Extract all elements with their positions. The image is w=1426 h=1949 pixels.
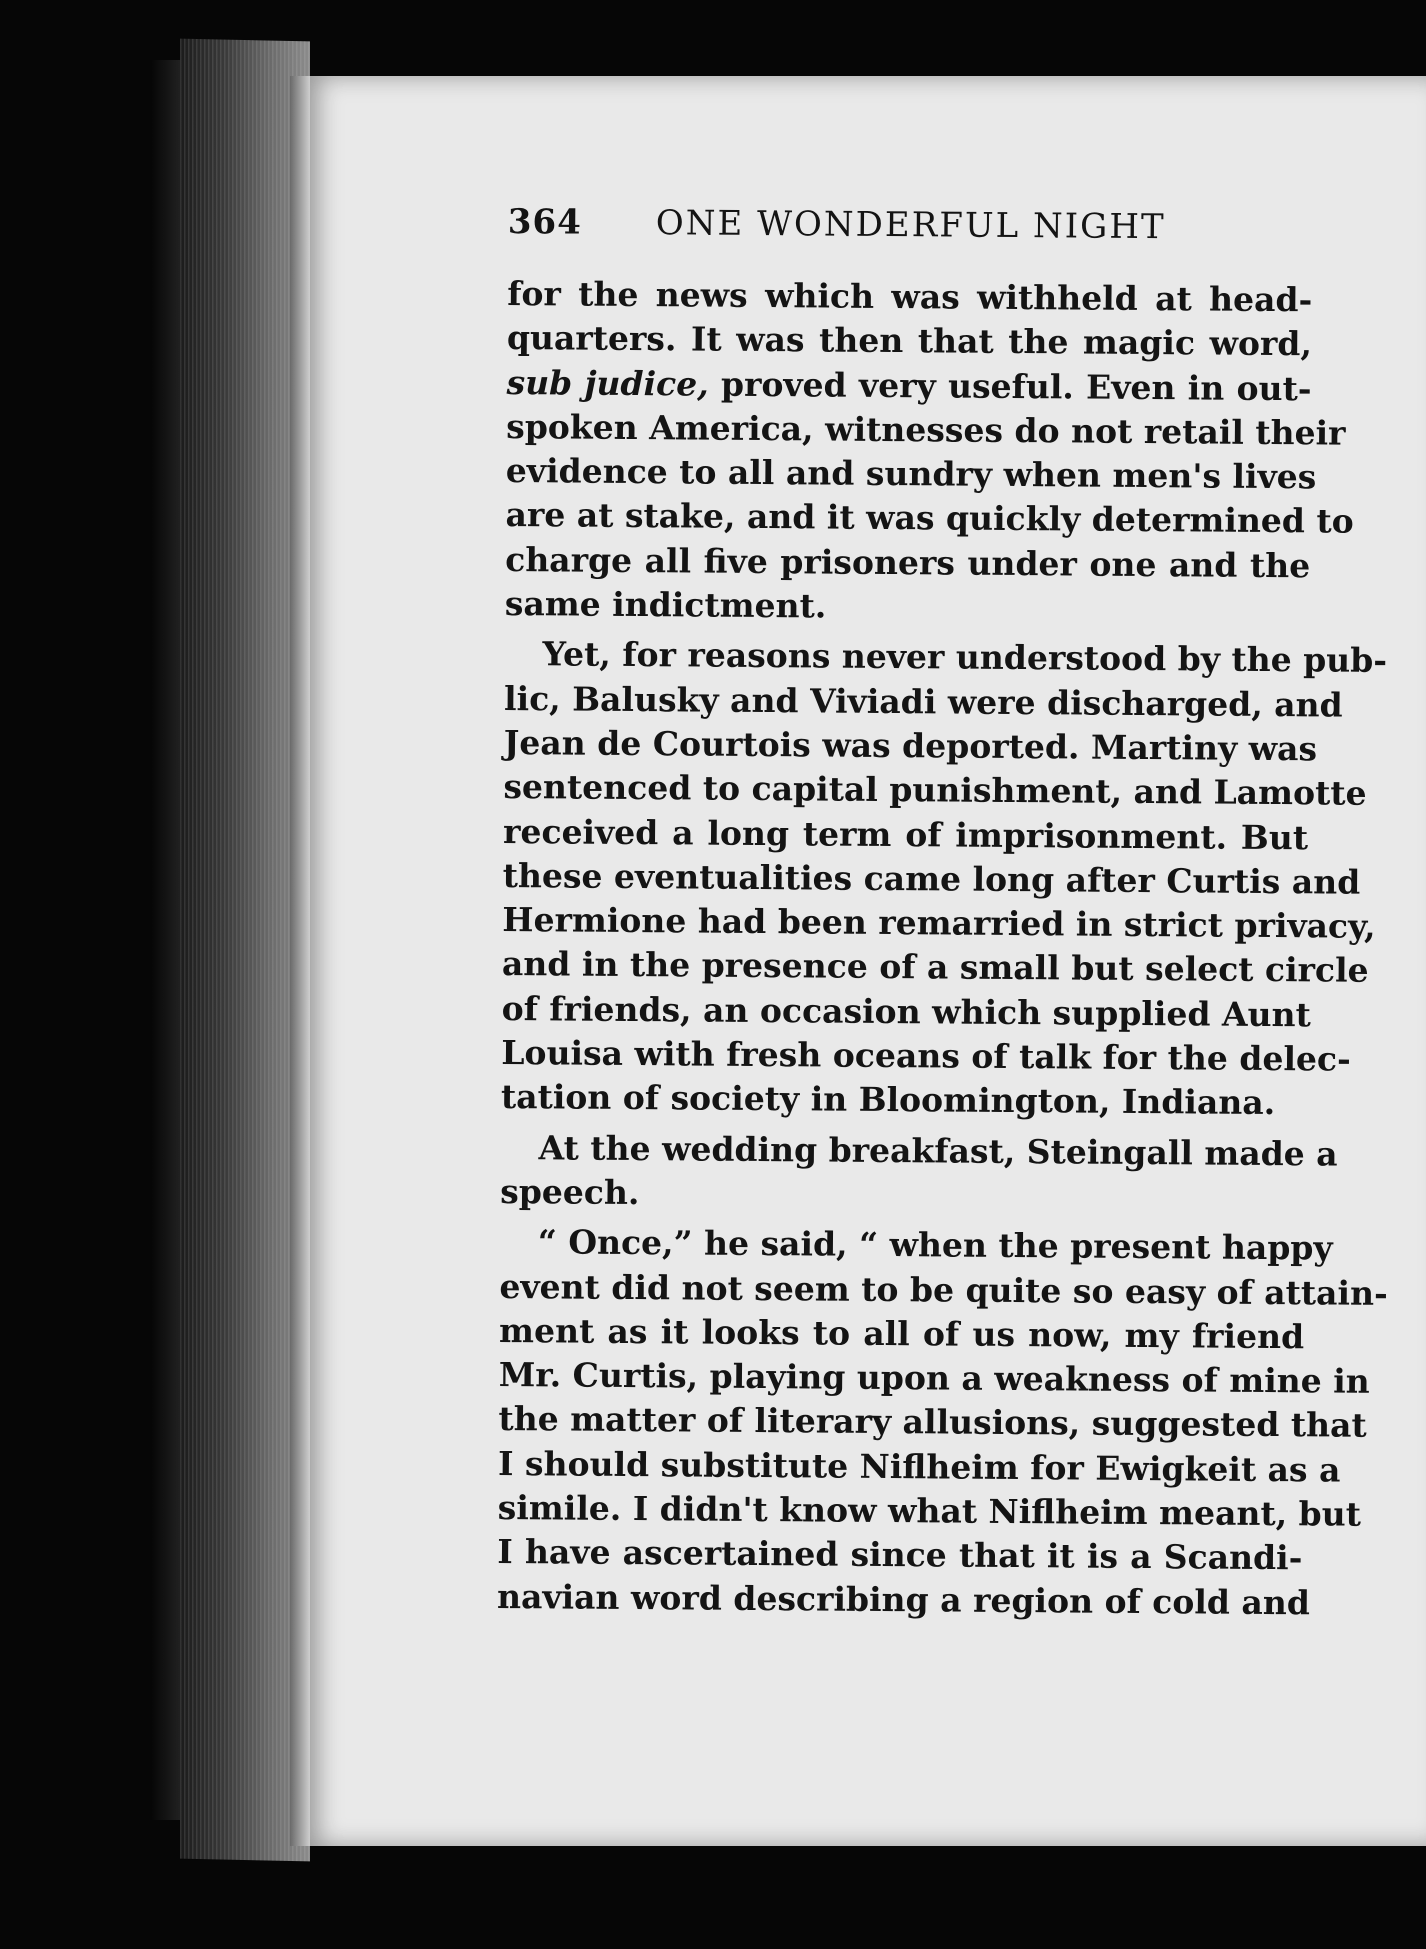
- text-line: Louisa with fresh oceans of talk for the delec-: [501, 1033, 1351, 1079]
- italic-phrase: sub judice,: [506, 362, 709, 404]
- text-line: spoken America, witnesses do not retail their: [506, 406, 1346, 453]
- text-line: I have ascertained since that it is a Scandi-: [497, 1532, 1303, 1578]
- text-line: speech.: [500, 1171, 640, 1212]
- text-line: quarters. It was then that the magic word,: [506, 318, 1313, 364]
- text-line: “ Once,” he said, “ when the present happy: [537, 1222, 1333, 1268]
- text-line: sentenced to capital punishment, and Lamotte: [503, 767, 1367, 814]
- text-line: same indictment.: [504, 584, 827, 626]
- text-line: event did not seem to be quite so easy of attain-: [499, 1266, 1388, 1313]
- text-line: evidence to all and sundry when men's lives: [505, 451, 1317, 497]
- text-line: Mr. Curtis, playing upon a weakness of mine in: [498, 1355, 1370, 1401]
- text-line: At the wedding breakfast, Steingall made a: [538, 1127, 1338, 1174]
- text-line: of friends, an occasion which supplied Aunt: [501, 988, 1311, 1035]
- page-number: 364: [507, 202, 582, 243]
- text-line: lic, Balusky and Viviadi were discharged, and: [503, 678, 1343, 725]
- text-line: navian word describing a region of cold and: [496, 1576, 1311, 1622]
- page-gutter-fold: [290, 76, 310, 1846]
- text-line: simile. I didn't know what Niflheim meant, but: [497, 1487, 1362, 1534]
- text-line: ment as it looks to all of us now, my friend: [498, 1310, 1305, 1357]
- text-line: Hermione had been remarried in strict privacy,: [502, 900, 1376, 946]
- text-line: I should substitute Niflheim for Ewigkeit as a: [497, 1443, 1341, 1490]
- page-header: [507, 202, 1313, 278]
- paragraph-3: [500, 1126, 1338, 1221]
- text-line-with-italic: sub judice, proved very useful. Even in out-: [506, 362, 1312, 408]
- text-line: these eventualities came long after Curtis and: [502, 855, 1361, 902]
- text-line: the matter of literary allusions, suggested that: [498, 1399, 1367, 1446]
- paragraph-2: [500, 632, 1388, 1126]
- text-line: charge all five prisoners under one and the: [505, 539, 1311, 586]
- text-line: received a long term of imprisonment. But: [502, 811, 1309, 857]
- text-line: tation of society in Bloomington, Indiana.: [500, 1077, 1276, 1123]
- paragraph-1: [504, 272, 1354, 633]
- paragraph-4: [496, 1220, 1388, 1625]
- page-text-block: [496, 202, 1388, 1628]
- text-line: are at stake, and it was quickly determined to: [505, 495, 1354, 542]
- text-line: and in the presence of a small but select circle: [501, 944, 1369, 991]
- running-title: ONE WONDERFUL NIGHT: [655, 203, 1166, 248]
- text-line: for the news which was withheld at head-: [507, 273, 1313, 320]
- text-line: Yet, for reasons never understood by the pub-: [542, 634, 1388, 681]
- text-line: Jean de Courtois was deported. Martiny was: [503, 722, 1318, 769]
